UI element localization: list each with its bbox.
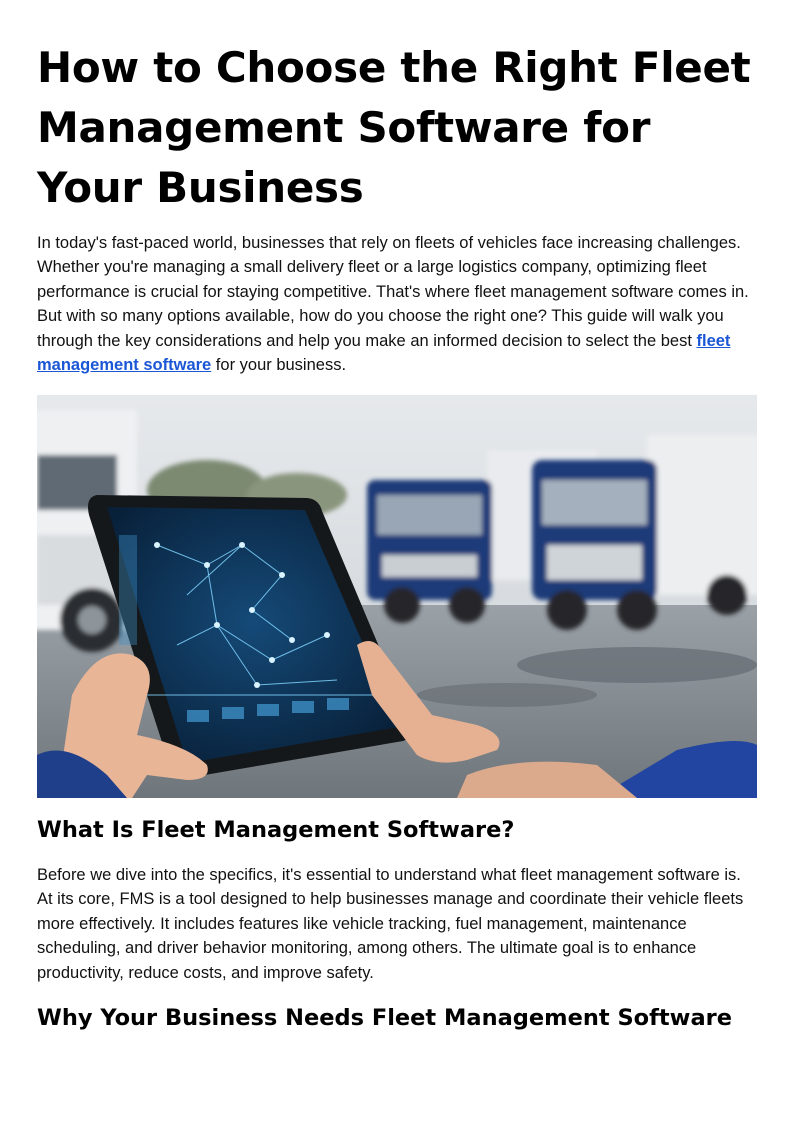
fleet-software-link[interactable]: fleet management software [37,331,731,375]
section-paragraph-what-is: Before we dive into the specifics, it's essential to understand what fleet management software is. At its core, FMS is a tool designed to help businesses manage and coordinate their vehicle fleets more effectively. It includes features like vehicle tracking, fuel management, maintenance scheduling, and driver behavior monitoring, among others. The ultimate goal is to enhance productivity, reduce costs, and improve safety. [37,866,744,982]
intro-text-end: for your business. [211,356,347,375]
blue-truck-right [532,435,757,630]
section-heading-what-is: What Is Fleet Management Software? [37,817,515,843]
intro-text-start: In today's fast-paced world, businesses that rely on fleets of vehicles face increasing challenges. Whether you're managing a small delivery fleet or a large logistics company, optimizing fleet performance is crucial for staying competitive. That's where fleet management software comes in. But with so many options available, how do you choose the right one? This guide will walk you through the key considerations and help you make an informed decision to select the best [37,234,749,350]
intro-paragraph [37,231,757,377]
page-title: How to Choose the Right Fleet Management Software for Your Business [37,43,751,212]
hero-image [37,395,757,798]
section-heading-why-needs: Why Your Business Needs Fleet Management Software [37,1005,732,1031]
fleet-tablet-illustration [37,395,757,798]
